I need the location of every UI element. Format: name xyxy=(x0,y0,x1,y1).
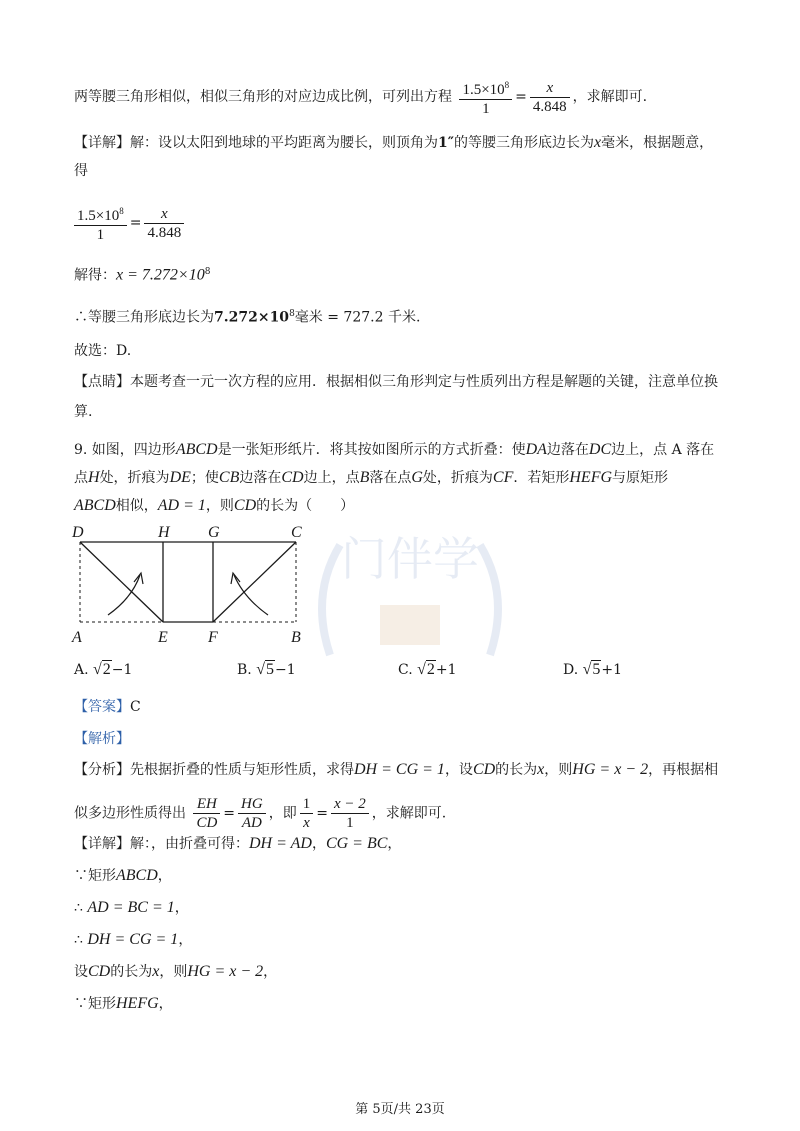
solve-line: 解得：$x = 7.272\times 10^8$ xyxy=(74,266,211,284)
comment-line: 【点睛】本题考查一元一次方程的应用．根据相似三角形判定与性质列出方程是解题的关键，注意单位换 xyxy=(74,374,718,390)
question-9-line-1: 9. 如图，四边形ABCD是一张矩形纸片．将其按如图所示的方式折叠：使DA边落在DC边上，点 A 落在 xyxy=(74,441,715,458)
detail-fold-line: 【详解】解：，由折叠可得：DH = AD，CG = BC， xyxy=(74,835,402,852)
page-footer: 第 5页/共 23页 xyxy=(355,1102,445,1117)
label-c: C xyxy=(291,524,302,541)
label-d: D xyxy=(72,524,84,541)
equation-fraction-a: $\frac{1.5\times 10^8}{1}$ xyxy=(74,202,127,244)
fraction-a: $\frac{1.5\times 10^8}{1}$ xyxy=(459,76,512,118)
equation-block: $\frac{1.5\times 10^8}{1}$ = $\frac{x}{4.848}$ xyxy=(74,202,187,244)
detail-line: 【详解】解：设以太阳到地球的平均距离为腰长，则顶角为1″的等腰三角形底边长为x毫米，根据题意， xyxy=(74,134,714,151)
fraction-eh-cd: $\frac{EH}{CD}$ xyxy=(193,795,220,832)
question-9-line-3: ABCD相似，AD = 1，则CD的长为（ ） xyxy=(74,497,355,514)
option-b[interactable]: B. √5−1 xyxy=(237,661,296,678)
svg-text:门伴学: 门伴学 xyxy=(341,532,479,586)
comment-line-2: 算. xyxy=(74,404,93,420)
label-h: H xyxy=(158,524,170,541)
analysis-label: 【解析】 xyxy=(74,731,130,747)
option-a[interactable]: A. √2−1 xyxy=(74,661,133,678)
label-e: E xyxy=(158,629,168,646)
fraction-hg-ad: $\frac{HG}{AD}$ xyxy=(238,795,266,832)
label-a: A xyxy=(72,629,82,646)
line-intro: 两等腰三角形相似，相似三角形的对应边成比例，可列出方程 $\frac{1.5\times 10^8}{1}$ = $\frac{x}{4.848}$ ，求解即可. xyxy=(74,76,647,118)
fraction-x2-1: $\frac{x - 2}{1}$ xyxy=(331,795,369,832)
equation-fraction-b: $\frac{x}{4.848}$ xyxy=(144,205,184,242)
fraction-1-x: $\frac{1}{x}$ xyxy=(300,795,314,832)
therefore-ad-bc: ∴ AD = BC = 1， xyxy=(74,899,189,916)
analysis-line-2: 似多边形性质得出 $\frac{EH}{CD}$ = $\frac{HG}{AD}$ ，即 $\frac{1}{x}$ = $\frac{x - 2}{1}$ ，求解即可. xyxy=(74,796,447,831)
because-rect-abcd: ∵矩形ABCD， xyxy=(74,867,172,884)
label-g: G xyxy=(208,524,220,541)
crease-de xyxy=(80,542,163,622)
crease-cf xyxy=(213,542,296,622)
set-cd-line: 设CD的长为x，则HG = x − 2， xyxy=(74,963,278,980)
answer-line: 【答案】C xyxy=(74,699,141,715)
option-d[interactable]: D. √5+1 xyxy=(563,661,623,678)
therefore-dh-cg: ∴ DH = CG = 1， xyxy=(74,931,193,948)
detail-line-2: 得 xyxy=(74,163,88,179)
question-9-line-2: 点H处，折痕为DE；使CB边落在CD边上，点B落在点G处，折痕为CF．若矩形HEFG与原矩形 xyxy=(74,469,669,486)
analysis-line-1: 【分析】先根据折叠的性质与矩形性质，求得DH = CG = 1，设CD的长为x，则HG = x − 2，再根据相 xyxy=(74,761,719,778)
because-rect-hefg: ∵矩形HEFG， xyxy=(74,995,173,1012)
choice-line: 故选：D. xyxy=(74,343,132,359)
therefore-line: ∴等腰三角形底边长为$7.272\times 10^8$毫米 = 727.2 千米. xyxy=(74,309,421,326)
label-f: F xyxy=(208,629,218,646)
folding-figure xyxy=(70,520,310,650)
option-c[interactable]: C. √2+1 xyxy=(398,661,457,678)
label-b: B xyxy=(291,629,301,646)
fraction-b: $\frac{x}{4.848}$ xyxy=(530,79,570,116)
